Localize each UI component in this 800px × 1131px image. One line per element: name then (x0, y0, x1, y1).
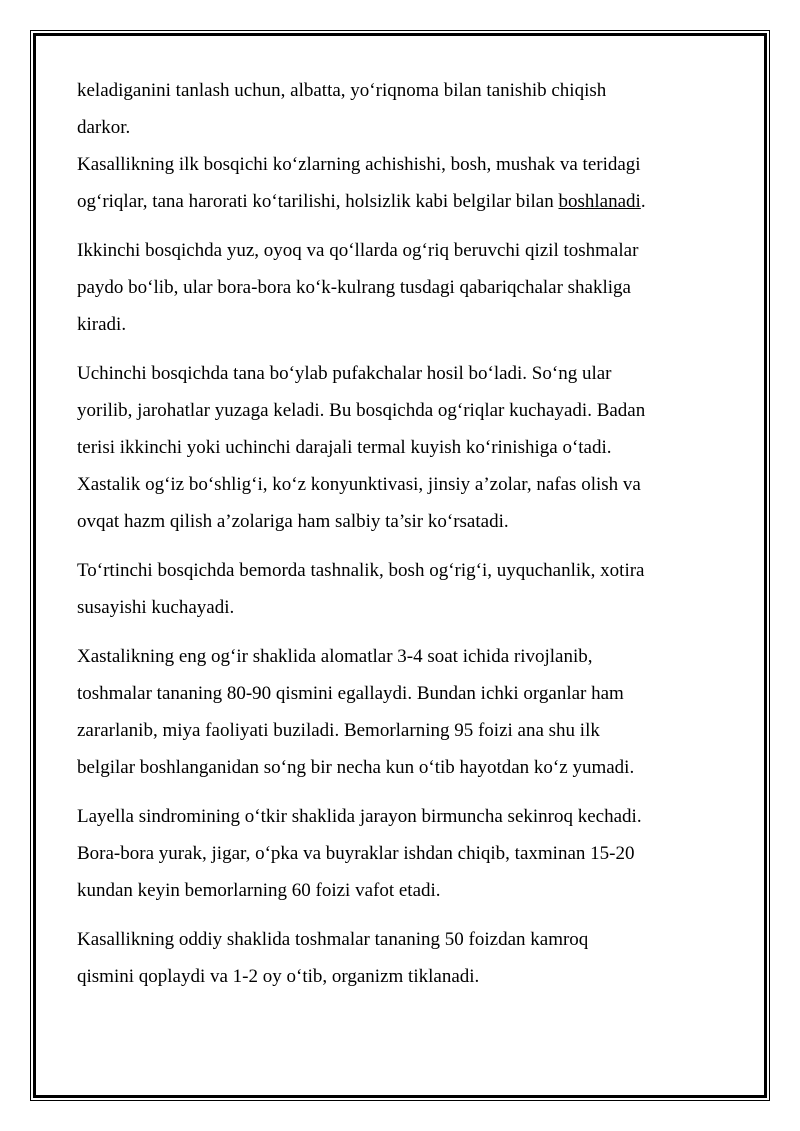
text-line: Ikkinchi bosqichda yuz, oyoq va qo‘llarda og‘riq beruvchi qizil toshmalar (77, 240, 639, 261)
text-line: Bora-bora yurak, jigar, o‘pka va buyraklar ishdan chiqib, taxminan 15-20 (77, 843, 635, 864)
paragraph-1 (77, 72, 737, 146)
text-line: qismini qoplaydi va 1-2 oy o‘tib, organizm tiklanadi. (77, 966, 480, 987)
paragraph-4 (77, 355, 737, 540)
text-line: Uchinchi bosqichda tana bo‘ylab pufakchalar hosil bo‘ladi. So‘ng ular (77, 363, 612, 384)
text-line: yorilib, jarohatlar yuzaga keladi. Bu bosqichda og‘riqlar kuchayadi. Badan (77, 400, 646, 421)
text-line: Kasallikning oddiy shaklida toshmalar tananing 50 foizdan kamroq (77, 929, 589, 950)
text-line: zararlanib, miya faoliyati buziladi. Bemorlarning 95 foizi ana shu ilk (77, 720, 600, 741)
text-line: terisi ikkinchi yoki uchinchi darajali termal kuyish ko‘rinishiga o‘tadi. (77, 437, 612, 458)
document-body (77, 72, 737, 995)
paragraph-5 (77, 552, 737, 626)
link-boshlanadi[interactable]: boshlanadi (558, 191, 641, 212)
text-line: Kasallikning ilk bosqichi ko‘zlarning achishishi, bosh, mushak va teridagi (77, 154, 641, 175)
paragraph-3 (77, 232, 737, 343)
text-line: Xastalikning eng og‘ir shaklida alomatlar 3-4 soat ichida rivojlanib, (77, 646, 593, 667)
text-line: Layella sindromining o‘tkir shaklida jarayon birmuncha sekinroq kechadi. (77, 806, 642, 827)
text-line: kiradi. (77, 314, 127, 335)
paragraph-2 (77, 146, 737, 220)
paragraph-7 (77, 798, 737, 909)
text-line: toshmalar tananing 80-90 qismini egallaydi. Bundan ichki organlar ham (77, 683, 624, 704)
paragraph-8 (77, 921, 737, 995)
text-line: paydo bo‘lib, ular bora-bora ko‘k-kulrang tusdagi qabariqchalar shakliga (77, 277, 631, 298)
text-line: ovqat hazm qilish a’zolariga ham salbiy ta’sir ko‘rsatadi. (77, 511, 509, 532)
text-line: belgilar boshlanganidan so‘ng bir necha kun o‘tib hayotdan ko‘z yumadi. (77, 757, 635, 778)
text-line: susayishi kuchayadi. (77, 597, 235, 618)
text-line: og‘riqlar, tana harorati ko‘tarilishi, holsizlik kabi belgilar bilan (77, 191, 559, 212)
paragraph-6 (77, 638, 737, 786)
text-line: keladiganini tanlash uchun, albatta, yo‘riqnoma bilan tanishib chiqish (77, 80, 607, 101)
text-line: darkor. (77, 117, 131, 138)
text-line: Xastalik og‘iz bo‘shlig‘i, ko‘z konyunktivasi, jinsiy a’zolar, nafas olish va (77, 474, 641, 495)
text-line-end: . (640, 191, 646, 212)
text-line: kundan keyin bemorlarning 60 foizi vafot etadi. (77, 880, 441, 901)
text-line: To‘rtinchi bosqichda bemorda tashnalik, bosh og‘rig‘i, uyquchanlik, xotira (77, 560, 645, 581)
